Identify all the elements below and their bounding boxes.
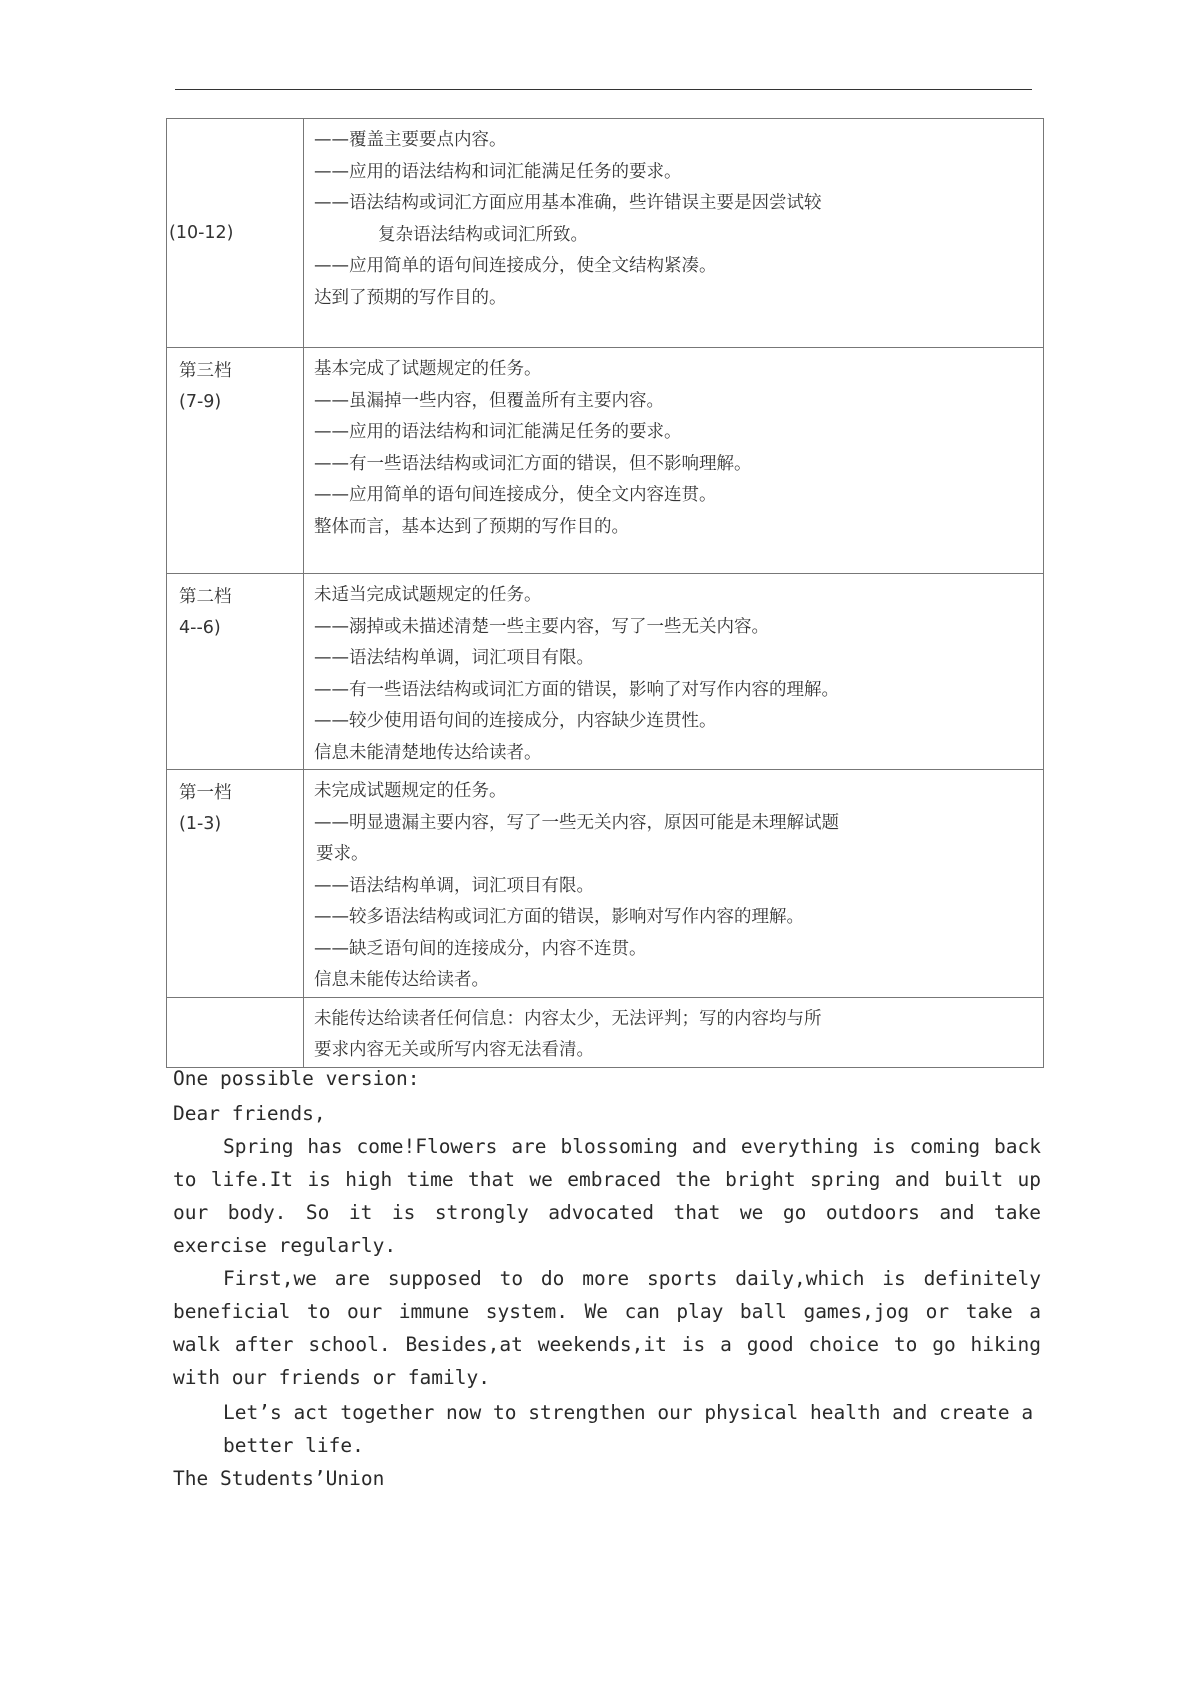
criteria-line: ——应用的语法结构和词汇能满足任务的要求。 [314,161,682,182]
grade-cell [167,574,304,770]
criteria-line: ——较多语法结构或词汇方面的错误，影响对写作内容的理解。 [314,907,804,927]
criteria-line: 复杂语法结构或词汇所致。 [378,224,588,245]
rubric-row-third-band [167,348,1044,574]
rubric-row-second-band [167,574,1044,770]
criteria-line: 达到了预期的写作目的。 [314,287,507,308]
criteria-cell [304,119,1044,348]
criteria-line: ——应用简单的语句间连接成分，使全文内容连贯。 [314,485,717,505]
criteria-line: 未能传达给读者任何信息：内容太少，无法评判；写的内容均与所 [314,1008,822,1029]
criteria-line: ——溺掉或未描述清楚一些主要内容，写了一些无关内容。 [314,616,769,637]
scoring-rubric-table [166,118,1044,1068]
grade-cell [167,348,304,574]
grade-range: (7-9) [179,392,222,412]
rubric-row-zero-band [167,997,1044,1067]
essay-paragraph-1: Spring has come!Flowers are blossoming and everything is coming back to life.It is high time that we embraced the bright spring and built up our body. So it is strongly advocated that we go outdoors and take exercise regularly. [173,1135,1041,1257]
criteria-cell [304,348,1044,574]
essay-paragraph-2: First,we are supposed to do more sports daily,which is definitely beneficial to our immune system. We can play ball games,jog or take a walk after school. Besides,at weekends,it is a good choice to go hiking with our friends or family. [173,1267,1041,1389]
criteria-line: ——缺乏语句间的连接成分，内容不连贯。 [314,938,647,959]
criteria-line: 基本完成了试题规定的任务。 [314,359,542,379]
criteria-line: ——覆盖主要要点内容。 [314,130,507,150]
criteria-cell [304,770,1044,998]
essay-intro: One possible version: [173,1067,420,1090]
rubric-row-fourth-band [167,119,1044,348]
criteria-line: ——应用的语法结构和词汇能满足任务的要求。 [314,422,682,442]
grade-cell-empty [167,997,304,1067]
criteria-line: 信息未能清楚地传达给读者。 [314,742,542,763]
header-rule [175,89,1032,90]
criteria-line: 要求内容无关或所写内容无法看清。 [314,1040,594,1060]
criteria-line: ——较少使用语句间的连接成分，内容缺少连贯性。 [314,711,717,731]
criteria-line: ——明显遗漏主要内容，写了一些无关内容，原因可能是未理解试题 [314,812,839,833]
essay-signature: The Students’Union [173,1467,385,1490]
grade-cell [167,119,304,348]
criteria-line: 未适当完成试题规定的任务。 [314,585,542,605]
grade-name: 第二档 [179,587,232,607]
criteria-line: ——应用简单的语句间连接成分，使全文结构紧凑。 [314,256,717,276]
grade-range: (1-3) [179,814,222,834]
criteria-line: ——有一些语法结构或词汇方面的错误，影响了对写作内容的理解。 [314,679,839,700]
essay-paragraph-3-line-2: better life. [223,1434,364,1457]
criteria-cell [304,574,1044,770]
criteria-line: ——语法结构单调，词汇项目有限。 [314,648,594,668]
grade-cell [167,770,304,998]
criteria-line: 信息未能传达给读者。 [314,970,489,990]
rubric-row-first-band [167,770,1044,998]
criteria-line: 整体而言，基本达到了预期的写作目的。 [314,516,629,537]
criteria-line: 要求。 [316,844,369,864]
criteria-line: ——虽漏掉一些内容，但覆盖所有主要内容。 [314,390,664,411]
criteria-line: ——语法结构或词汇方面应用基本准确，些许错误主要是因尝试较 [314,193,822,213]
grade-range: (10-12) [169,222,234,243]
sample-essay [173,1062,1041,1495]
grade-name: 第一档 [179,783,232,803]
essay-greeting: Dear friends, [173,1102,326,1125]
criteria-line: 未完成试题规定的任务。 [314,781,507,801]
grade-name: 第三档 [179,361,232,381]
criteria-line: ——有一些语法结构或词汇方面的错误，但不影响理解。 [314,453,752,474]
essay-paragraph-3-line-1: Let’s act together now to strengthen our physical health and create a [223,1401,1034,1424]
grade-range: 4--6) [179,618,221,638]
criteria-cell [304,997,1044,1067]
criteria-line: ——语法结构单调，词汇项目有限。 [314,875,594,896]
